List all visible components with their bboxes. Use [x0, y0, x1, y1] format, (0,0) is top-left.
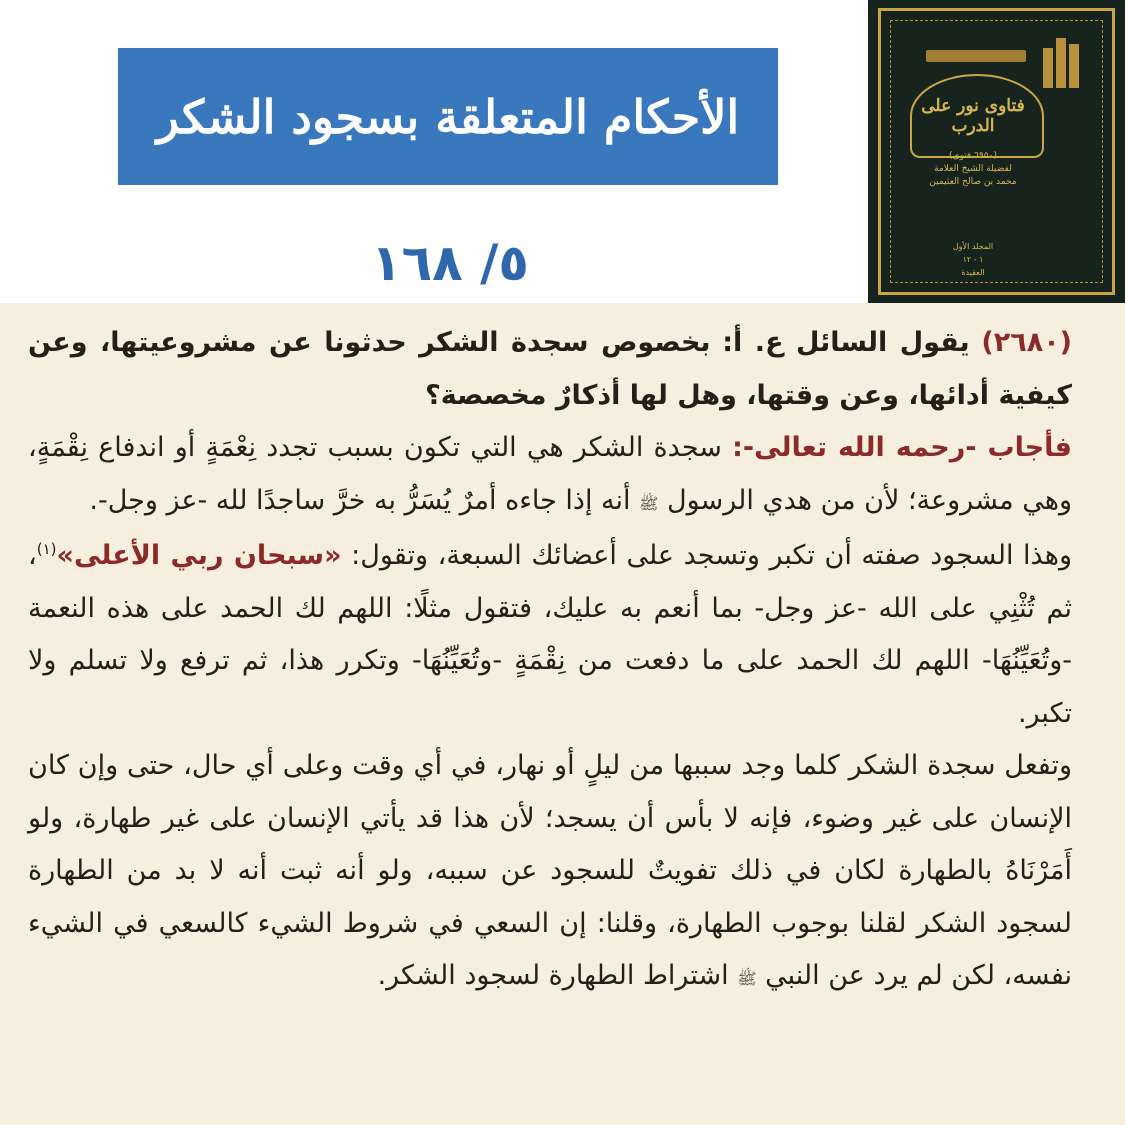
answer-intro: فأجاب -رحمه الله تعالى-: [732, 432, 1072, 463]
question-number: (٢٦٨٠) [981, 327, 1073, 358]
books-emblem-icon [1043, 38, 1083, 88]
question-body: بخصوص سجدة الشكر حدثونا عن مشروعيتها، وعن كيفية أدائها، وعن وقتها، وهل لها أذكارٌ مخصصة؟ [28, 327, 1072, 411]
question-paragraph [28, 317, 1100, 422]
salawat-seal-icon-2: ﷺ [737, 969, 757, 988]
header-area [0, 0, 1125, 305]
cover-volume [938, 240, 1008, 279]
footnote-marker: (١) [36, 540, 57, 558]
title-banner [118, 48, 778, 185]
dhikr-quote: «سبحان ربي الأعلى» [56, 540, 342, 571]
cover-author-line2: محمد بن صالح العثيمين [929, 177, 1017, 187]
page-title: الأحكام المتعلقة بسجود الشكر [156, 89, 740, 144]
answer-paragraph [28, 422, 1100, 530]
description-paragraph [28, 530, 1100, 740]
ruling-text-end: اشتراط الطهارة لسجود الشكر. [377, 960, 729, 991]
cover-title: فتاوى نور على الدرب [921, 96, 1025, 136]
ruling-text: وتفعل سجدة الشكر كلما وجد سببها من ليلٍ أو نهار، في أي وقت وعلى أي حال، حتى وإن كان الإنسان على غير وضوء، فإنه لا بأس أن يسجد؛ لأن هذا قد يأتي الإنسان على غير طهارة، ولو أَمَرْنَاهُ بالطهارة لكان في ذلك تفويتٌ للسجود عن سببه، ولو أنه ثبت أنه لا بد من الطهارة لسجود الشكر لقلنا بوجوب الطهارة، وقلنا: إن السعي في شروط الشيء كالسعي في الشيء نفسه، لكن لم يرد عن النبي [28, 750, 1072, 991]
scanned-book-page [0, 303, 1125, 1125]
ruling-paragraph [28, 740, 1100, 1006]
cover-subtitle: (٦٩٥٠ فتوى) [949, 151, 997, 161]
cover-details [908, 150, 1038, 189]
answer-text: سجدة الشكر هي التي تكون بسبب تجدد نِعْمَةٍ أو اندفاع نِقْمَةٍ، وهي مشروعة؛ لأن من هدي الرسول [28, 432, 1072, 516]
volume-page-reference: ٥/ ١٦٨ [371, 234, 529, 292]
cover-series-band [926, 50, 1026, 62]
description-start: وهذا السجود صفته أن تكبر وتسجد على أعضائك السبعة، وتقول: [351, 540, 1072, 571]
cover-volume-line2: ١ - ١٢ [962, 255, 984, 264]
cover-author-line1: لفضيلة الشيخ العلامة [934, 164, 1012, 174]
description-rest: ، ثم تُثْنِي على الله -عز وجل- بما أنعم به عليك، فتقول مثلًا: اللهم لك الحمد على هذه النعمة -وتُعَيِّنُهَا- اللهم لك الحمد على ما دفعت من نِقْمَةٍ -وتُعَيِّنُهَا- وتكرر هذا، ثم ترفع ولا تسلم ولا تكبر. [28, 540, 1072, 729]
answer-text-end: أنه إذا جاءه أمرٌ يُسَرُّ به خرَّ ساجدًا لله -عز وجل-. [89, 484, 631, 516]
page-body [28, 317, 1100, 1006]
cover-volume-line3: العقيدة [961, 268, 985, 277]
book-cover-image [868, 0, 1125, 303]
cover-volume-line1: المجلد الأول [952, 242, 994, 251]
salawat-seal-icon: ﷺ [639, 493, 659, 513]
question-intro: يقول السائل ع. أ: [722, 327, 970, 358]
